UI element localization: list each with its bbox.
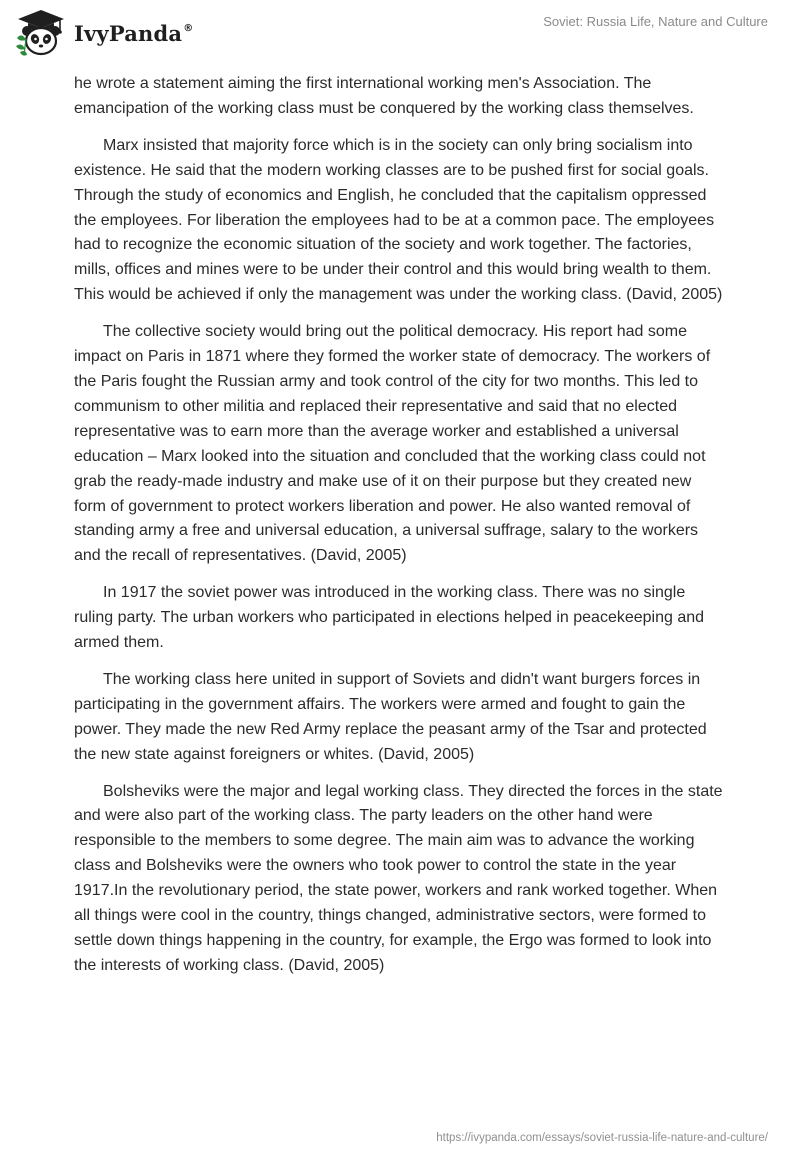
registered-mark: ® — [183, 22, 194, 34]
essay-body — [74, 72, 724, 991]
document-title: Soviet: Russia Life, Nature and Culture — [543, 14, 768, 29]
paragraph-6: Bolsheviks were the major and legal working class. They directed the forces in the state and were also part of the working class. The party leaders on the other hand were responsible to the members to some degree. The main aim was to advance the working class and Bolsheviks were the owners who took power to control the state in the year 1917.In the revolutionary period, the state power, workers and rank worked together. When all things were cool in the country, things changed, administrative sectors, were formed to settle down things happening in the country, for example, the Ergo was formed to look into the interests of working class. (David, 2005) — [74, 782, 723, 974]
paragraph-1: he wrote a statement aiming the first international working men's Association. The emancipation of the working class must be conquered by the working class themselves. — [74, 75, 694, 117]
ivypanda-logo[interactable] — [14, 8, 193, 58]
logo-wordmark — [74, 21, 193, 46]
page-header — [0, 0, 800, 66]
paragraph-5: The working class here united in support of Soviets and didn't want burgers forces in participating in the government affairs. The workers were armed and fought to gain the power. They made the new Red Army replace the peasant army of the Tsar and protected the new state against foreigners or whites. (David, 2005) — [74, 670, 707, 763]
panda-logo-icon — [14, 8, 68, 58]
logo-name: IvyPanda — [74, 20, 183, 46]
source-url[interactable]: https://ivypanda.com/essays/soviet-russia-life-nature-and-culture/ — [436, 1132, 768, 1144]
paragraph-2: Marx insisted that majority force which is in the society can only bring socialism into existence. He said that the modern working classes are to be pushed first for social goals. Through the study of economics and English, he concluded that the capitalism oppressed the employees. For liberation the employees had to be at a common pace. The employees had to recognize the economic situation of the society and work together. The factories, mills, offices and mines were to be under their control and this would bring wealth to them. This would be achieved if only the management was under the working class. (David, 2005) — [74, 136, 723, 304]
paragraph-4: In 1917 the soviet power was introduced in the working class. There was no single ruling party. The urban workers who participated in elections helped in peacekeeping and armed them. — [74, 584, 705, 652]
paragraph-3: The collective society would bring out the political democracy. His report had some impact on Paris in 1871 where they formed the worker state of democracy. The workers of the Paris fought the Russian army and took control of the city for two months. This led to communism to other militia and replaced their representative and said that no elected representative was to earn more than the average worker and established a universal education – Marx looked into the situation and concluded that the working class could not grab the ready-made industry and make use of it on their purpose but they created new form of government to protect workers liberation and power. He also wanted removal of standing army a free and universal education, a universal suffrage, salary to the workers and the recall of representatives. (David, 2005) — [74, 323, 711, 565]
